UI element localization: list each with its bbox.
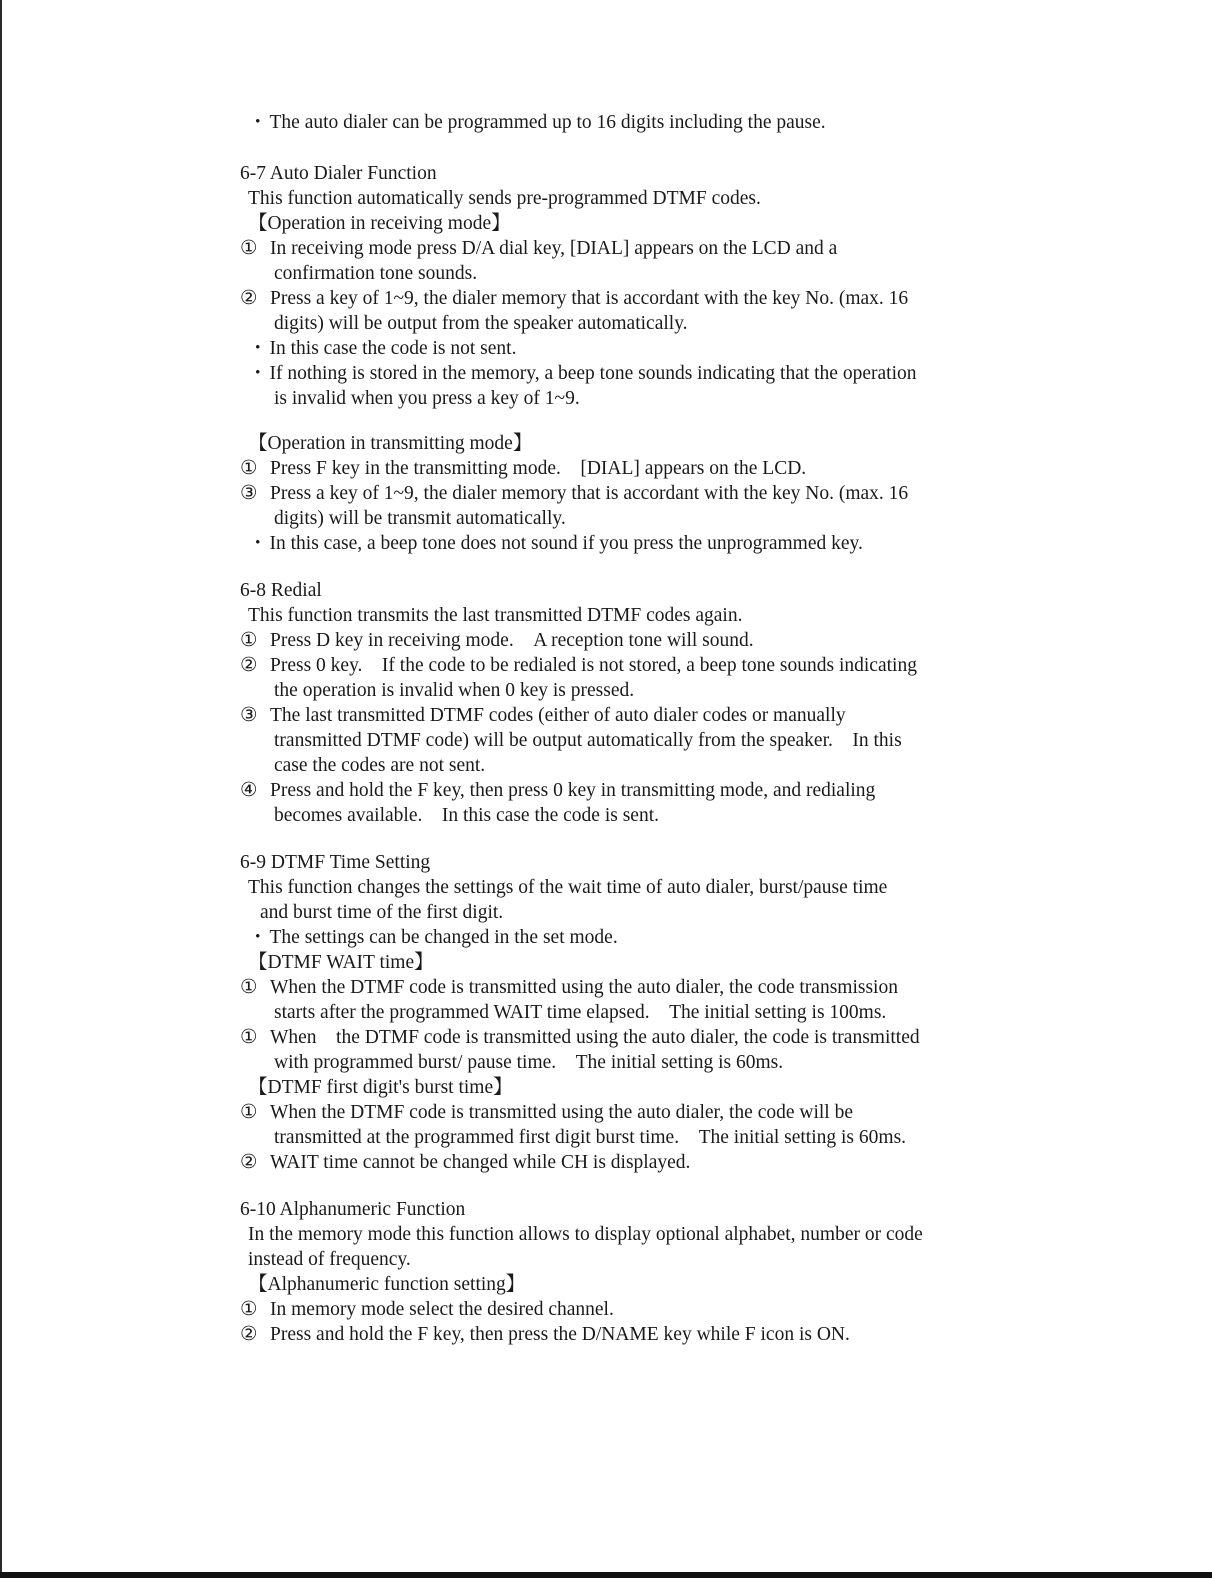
note-bullet: ・ If nothing is stored in the memory, a beep tone sounds indicating that the operation — [240, 361, 1040, 386]
subheading: 【Alphanumeric function setting】 — [248, 1274, 526, 1295]
list-item — [240, 1322, 1040, 1347]
section-description: This function transmits the last transmitted DTMF codes again. — [248, 605, 743, 626]
step-number: ② — [240, 1324, 258, 1345]
list-item — [240, 481, 1040, 506]
step-text-cont: transmitted at the programmed first digit burst time. The initial setting is 60ms. — [274, 1127, 907, 1148]
list-item — [240, 236, 1040, 261]
section-6-7 — [240, 161, 1040, 556]
note-bullet-cont: is invalid when you press a key of 1~9. — [274, 388, 580, 409]
step-number: ① — [240, 1027, 258, 1048]
list-item — [240, 1100, 1040, 1125]
section-heading: 6-9 DTMF Time Setting — [240, 852, 431, 873]
step-number: ② — [240, 288, 258, 309]
step-text-cont: transmitted DTMF code) will be output automatically from the speaker. In this — [274, 730, 902, 751]
step-text: When the DTMF code is transmitted using the auto dialer, the code will be — [270, 1102, 853, 1123]
step-text: In memory mode select the desired channel. — [270, 1299, 614, 1320]
step-text: When the DTMF code is transmitted using the auto dialer, the code is transmitted — [270, 1027, 920, 1048]
step-number: ① — [240, 238, 258, 259]
step-number: ① — [240, 1299, 258, 1320]
manual-page — [240, 110, 1040, 1347]
step-text: Press D key in receiving mode. A reception tone will sound. — [270, 630, 754, 651]
step-number: ① — [240, 1102, 258, 1123]
section-description-cont: instead of frequency. — [248, 1249, 411, 1270]
subheading: 【DTMF WAIT time】 — [248, 952, 434, 973]
step-text: The last transmitted DTMF codes (either of auto dialer codes or manually — [270, 705, 846, 726]
step-text: Press a key of 1~9, the dialer memory that is accordant with the key No. (max. 16 — [270, 288, 909, 309]
step-text-cont: digits) will be transmit automatically. — [274, 508, 566, 529]
section-heading: 6-7 Auto Dialer Function — [240, 163, 437, 184]
step-text: Press 0 key. If the code to be redialed is not stored, a beep tone sounds indicating — [270, 655, 917, 676]
step-number: ① — [240, 977, 258, 998]
step-number: ① — [240, 630, 258, 651]
step-number: ② — [240, 1152, 258, 1173]
step-text-cont: becomes available. In this case the code is sent. — [274, 805, 659, 826]
list-item — [240, 286, 1040, 311]
section-description-cont: and burst time of the first digit. — [260, 902, 504, 923]
list-item — [240, 703, 1040, 728]
subheading: 【DTMF first digit's burst time】 — [248, 1077, 513, 1098]
list-item — [240, 975, 1040, 1000]
note-bullet: ・ In this case the code is not sent. — [240, 336, 1040, 361]
section-description: In the memory mode this function allows to display optional alphabet, number or code — [248, 1224, 923, 1245]
step-text-cont: case the codes are not sent. — [274, 755, 486, 776]
step-number: ② — [240, 655, 258, 676]
section-6-10 — [240, 1197, 1040, 1347]
step-text-cont: confirmation tone sounds. — [274, 263, 478, 284]
section-heading: 6-8 Redial — [240, 580, 322, 601]
section-heading: 6-10 Alphanumeric Function — [240, 1199, 466, 1220]
section-6-9 — [240, 850, 1040, 1175]
list-item — [240, 1297, 1040, 1322]
step-text: Press and hold the F key, then press the D/NAME key while F icon is ON. — [270, 1324, 850, 1345]
step-number: ① — [240, 458, 258, 479]
step-text-cont: starts after the programmed WAIT time elapsed. The initial setting is 100ms. — [274, 1002, 887, 1023]
section-description: This function automatically sends pre-programmed DTMF codes. — [248, 188, 761, 209]
step-number: ④ — [240, 780, 258, 801]
step-text-cont: the operation is invalid when 0 key is pressed. — [274, 680, 635, 701]
step-text: Press F key in the transmitting mode. [DIAL] appears on the LCD. — [270, 458, 807, 479]
step-number: ③ — [240, 705, 258, 726]
step-text: Press and hold the F key, then press 0 key in transmitting mode, and redialing — [270, 780, 876, 801]
subheading: 【Operation in receiving mode】 — [248, 213, 511, 234]
step-text-cont: with programmed burst/ pause time. The initial setting is 60ms. — [274, 1052, 784, 1073]
section-description: This function changes the settings of the wait time of auto dialer, burst/pause time — [248, 877, 888, 898]
intro-bullet: ・ The auto dialer can be programmed up to 16 digits including the pause. — [240, 110, 1040, 135]
step-text-cont: digits) will be output from the speaker automatically. — [274, 313, 688, 334]
list-item — [240, 1025, 1040, 1050]
list-item — [240, 653, 1040, 678]
step-text: Press a key of 1~9, the dialer memory that is accordant with the key No. (max. 16 — [270, 483, 909, 504]
scan-edge-left — [0, 0, 2, 1578]
note-bullet: ・ In this case, a beep tone does not sound if you press the unprogrammed key. — [240, 531, 1040, 556]
subheading: 【Operation in transmitting mode】 — [248, 433, 533, 454]
scan-edge-bottom — [0, 1572, 1212, 1578]
list-item — [240, 628, 1040, 653]
step-number: ③ — [240, 483, 258, 504]
list-item — [240, 778, 1040, 803]
list-item — [240, 456, 1040, 481]
list-item — [240, 1150, 1040, 1175]
step-text: WAIT time cannot be changed while CH is displayed. — [270, 1152, 691, 1173]
step-text: In receiving mode press D/A dial key, [DIAL] appears on the LCD and a — [270, 238, 838, 259]
step-text: When the DTMF code is transmitted using the auto dialer, the code transmission — [270, 977, 898, 998]
note-bullet: ・ The settings can be changed in the set mode. — [240, 925, 1040, 950]
section-6-8 — [240, 578, 1040, 828]
